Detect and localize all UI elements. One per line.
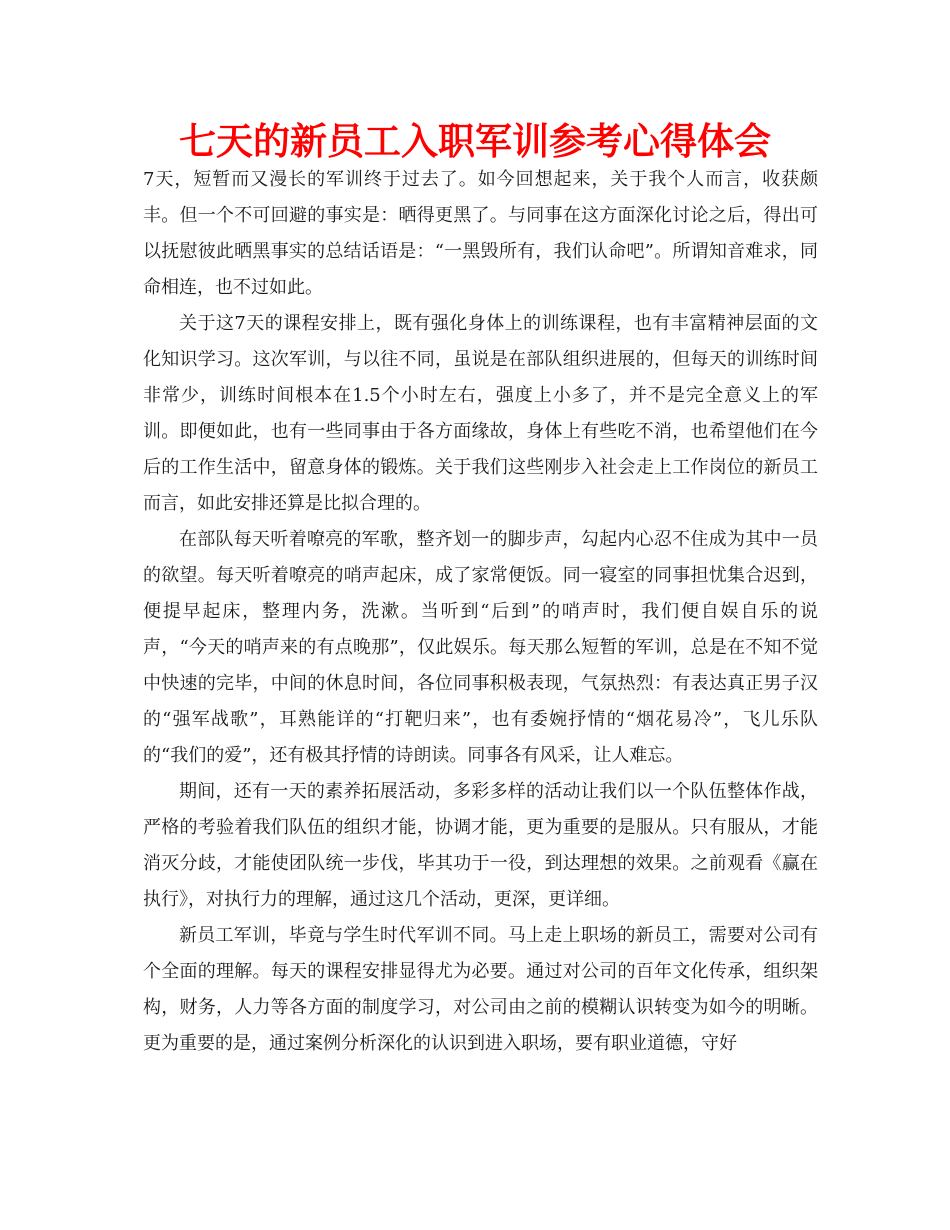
paragraph-3: 在部队每天听着嘹亮的军歌，整齐划一的脚步声，勾起内心忍不住成为其中一员的欲望。每天听着嘹亮的哨声起床，成了家常便饭。同一寝室的同事担忧集合迟到，便提早起床，整理内务，洗漱。当听到“后到”的哨声时，我们便自娱自乐的说声，“今天的哨声来的有点晚那”，仅此娱乐。每天那么短暂的军训，总是在不知不觉中快速的完毕，中间的休息时间，各位同事积极表现，气氛热烈：有表达真正男子汉的“强军战歌”，耳熟能详的“打靶归来”，也有委婉抒情的“烟花易冷”，飞儿乐队的“我们的爱”，还有极其抒情的诗朗读。同事各有风采，让人难忘。: [143, 529, 818, 766]
paragraph-2: 关于这7天的课程安排上，既有强化身体上的训练课程，也有丰富精神层面的文化知识学习。这次军训，与以往不同，虽说是在部队组织进展的，但每天的训练时间非常少，训练时间根本在1.5个小时左右，强度上小多了，并不是完全意义上的军训。即便如此，也有一些同事由于各方面缘故，身体上有些吃不消，也希望他们在今后的工作生活中，留意身体的锻炼。关于我们这些刚步入社会走上工作岗位的新员工而言，如此安排还算是比拟合理的。: [143, 313, 818, 514]
document-title: 七天的新员工入职军训参考心得体会: [179, 120, 771, 163]
paragraph-5: 新员工军训，毕竟与学生时代军训不同。马上走上职场的新员工，需要对公司有个全面的理解。每天的课程安排显得尤为必要。通过对公司的百年文化传承，组织架构，财务，人力等各方面的制度学习，对公司由之前的模糊认识转变为如今的明晰。更为重要的是，通过案例分析深化的认识到进入职场，要有职业道德，守好: [143, 925, 818, 1054]
paragraph-4: 期间，还有一天的素养拓展活动，多彩多样的活动让我们以一个队伍整体作战，严格的考验着我们队伍的组织才能，协调才能，更为重要的是服从。只有服从，才能消灭分歧，才能使团队统一步伐，毕其功于一役，到达理想的效果。之前观看《赢在执行》，对执行力的理解，通过这几个活动，更深，更详细。: [143, 781, 818, 910]
document-body: [143, 162, 818, 1062]
paragraph-1: 7天，短暂而又漫长的军训终于过去了。如今回想起来，关于我个人而言，收获颇丰。但一个不可回避的事实是：晒得更黑了。与同事在这方面深化讨论之后，得出可以抚慰彼此晒黑事实的总结话语是：“一黑毁所有，我们认命吧”。所谓知音难求，同命相连，也不过如此。: [143, 169, 818, 298]
